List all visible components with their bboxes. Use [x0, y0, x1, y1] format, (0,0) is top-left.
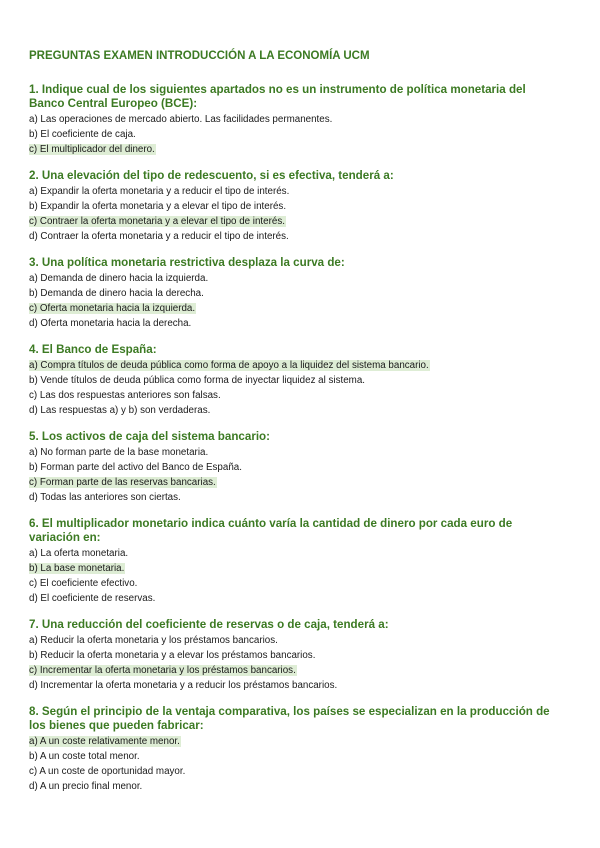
answer-option	[29, 445, 560, 460]
answer-option	[29, 749, 560, 764]
answer-option-text: c) El coeficiente efectivo.	[29, 578, 138, 589]
answer-option	[29, 546, 560, 561]
answer-option-text: c) Contraer la oferta monetaria y a elevar el tipo de interés.	[29, 216, 285, 227]
answer-option	[29, 591, 560, 606]
answer-option-text: c) Incrementar la oferta monetaria y los préstamos bancarios.	[29, 665, 296, 676]
question-block	[29, 705, 560, 794]
question-text: 8. Según el principio de la ventaja comparativa, los países se especializan en la producción de los bienes que pueden fabricar:	[29, 705, 550, 732]
answer-option-text: b) La base monetaria.	[29, 563, 125, 574]
answer-option-text: b) Forman parte del activo del Banco de España.	[29, 462, 242, 473]
answer-option-correct	[29, 301, 560, 316]
answer-option-text: d) A un precio final menor.	[29, 781, 143, 792]
answer-option-correct	[29, 214, 560, 229]
answer-option-text: d) Incrementar la oferta monetaria y a reducir los préstamos bancarios.	[29, 680, 338, 691]
answer-option-text: c) Las dos respuestas anteriores son falsas.	[29, 390, 221, 401]
answer-option	[29, 373, 560, 388]
question-text: 7. Una reducción del coeficiente de reservas o de caja, tenderá a:	[29, 618, 389, 631]
answer-option	[29, 633, 560, 648]
question-block	[29, 517, 560, 606]
answer-option-text: d) Oferta monetaria hacia la derecha.	[29, 318, 192, 329]
answer-option-text: a) No forman parte de la base monetaria.	[29, 447, 209, 458]
answer-option	[29, 184, 560, 199]
answer-option	[29, 764, 560, 779]
answer-option-text: b) Reducir la oferta monetaria y a elevar los préstamos bancarios.	[29, 650, 316, 661]
answer-option-text: d) El coeficiente de reservas.	[29, 593, 156, 604]
question-text: 1. Indique cual de los siguientes apartados no es un instrumento de política monetaria del Banco Central Europeo (BCE):	[29, 83, 526, 110]
answer-option	[29, 460, 560, 475]
answer-option	[29, 286, 560, 301]
question-text: 5. Los activos de caja del sistema bancario:	[29, 430, 270, 443]
answer-option-text: c) A un coste de oportunidad mayor.	[29, 766, 186, 777]
answer-option	[29, 199, 560, 214]
answer-option-correct	[29, 358, 560, 373]
question-text: 2. Una elevación del tipo de redescuento, si es efectiva, tenderá a:	[29, 169, 394, 182]
answer-option	[29, 648, 560, 663]
answer-option	[29, 403, 560, 418]
answer-option-text: a) La oferta monetaria.	[29, 548, 129, 559]
question-block	[29, 169, 560, 244]
answer-option	[29, 576, 560, 591]
answer-option-text: a) Reducir la oferta monetaria y los préstamos bancarios.	[29, 635, 278, 646]
question-block	[29, 618, 560, 693]
answer-option-text: b) Demanda de dinero hacia la derecha.	[29, 288, 204, 299]
answer-option	[29, 678, 560, 693]
answer-option-correct	[29, 142, 560, 157]
answer-option	[29, 779, 560, 794]
answer-option-text: a) Compra títulos de deuda pública como forma de apoyo a la liquidez del sistema bancario.	[29, 360, 429, 371]
answer-option	[29, 112, 560, 127]
answer-option	[29, 388, 560, 403]
answer-option-text: b) A un coste total menor.	[29, 751, 140, 762]
answer-option-text: b) Expandir la oferta monetaria y a elevar el tipo de interés.	[29, 201, 287, 212]
answer-option	[29, 316, 560, 331]
answer-option-correct	[29, 475, 560, 490]
question-block	[29, 256, 560, 331]
question-block	[29, 430, 560, 505]
answer-option-correct	[29, 663, 560, 678]
question-text: 4. El Banco de España:	[29, 343, 157, 356]
answer-option-text: c) El multiplicador del dinero.	[29, 144, 155, 155]
question-text: 3. Una política monetaria restrictiva desplaza la curva de:	[29, 256, 345, 269]
answer-option	[29, 271, 560, 286]
answer-option-text: d) Todas las anteriores son ciertas.	[29, 492, 181, 503]
answer-option-text: d) Contraer la oferta monetaria y a reducir el tipo de interés.	[29, 231, 289, 242]
answer-option	[29, 490, 560, 505]
answer-option-text: a) Demanda de dinero hacia la izquierda.	[29, 273, 209, 284]
answer-option-correct	[29, 561, 560, 576]
answer-option-text: c) Oferta monetaria hacia la izquierda.	[29, 303, 196, 314]
answer-option-text: a) A un coste relativamente menor.	[29, 736, 180, 747]
answer-option-text: a) Expandir la oferta monetaria y a reducir el tipo de interés.	[29, 186, 290, 197]
question-block	[29, 83, 560, 157]
answer-option-text: b) El coeficiente de caja.	[29, 129, 136, 140]
answer-option-text: a) Las operaciones de mercado abierto. Las facilidades permanentes.	[29, 114, 333, 125]
answer-option-text: b) Vende títulos de deuda pública como forma de inyectar liquidez al sistema.	[29, 375, 366, 386]
answer-option-text: d) Las respuestas a) y b) son verdaderas.	[29, 405, 211, 416]
question-text: 6. El multiplicador monetario indica cuánto varía la cantidad de dinero por cada euro de variación en:	[29, 517, 513, 544]
answer-option-correct	[29, 734, 560, 749]
question-list	[29, 83, 560, 794]
answer-option	[29, 127, 560, 142]
answer-option	[29, 229, 560, 244]
question-block	[29, 343, 560, 418]
answer-option-text: c) Forman parte de las reservas bancarias.	[29, 477, 216, 488]
document-title: PREGUNTAS EXAMEN INTRODUCCIÓN A LA ECONOMÍA UCM	[29, 50, 370, 62]
